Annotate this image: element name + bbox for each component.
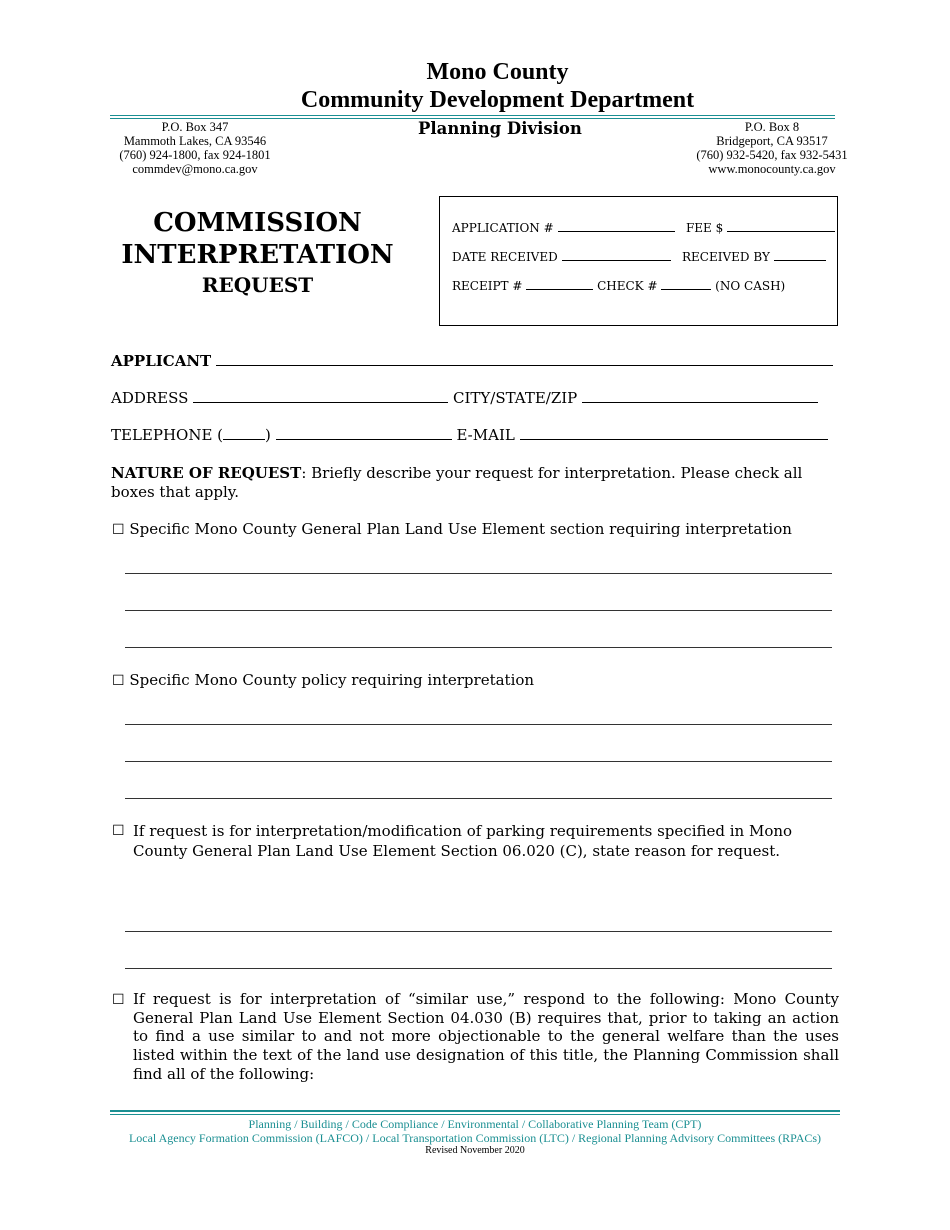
left-address-line: Mammoth Lakes, CA 93546 xyxy=(123,134,267,148)
revision-date: Revised November 2020 xyxy=(425,1145,525,1156)
address-row xyxy=(111,389,818,407)
no-cash-note: (NO CASH) xyxy=(715,279,786,293)
fee-label: FEE $ xyxy=(685,221,724,235)
option-general-plan xyxy=(112,520,842,540)
parking-checkbox[interactable]: ☐ xyxy=(112,823,125,839)
application-number-label: APPLICATION # xyxy=(452,221,554,235)
date-received-field[interactable] xyxy=(562,248,671,261)
footer-rule-top xyxy=(110,1110,840,1112)
form-title-request: REQUEST xyxy=(201,273,314,297)
parking-label: If request is for interpretation/modification of parking requirements specified in Mono County General Plan Land Use Element Section 06.020 (C), state reason for request. xyxy=(133,822,793,860)
general-plan-answer-line[interactable] xyxy=(125,647,832,648)
footer-commissions-line: Local Agency Formation Commission (LAFCO) / Local Transportation Commission (LTC) / Regional Planning Advisory Committees (RPACs) xyxy=(128,1131,822,1145)
area-code-field[interactable] xyxy=(223,427,265,440)
parking-answer-line[interactable] xyxy=(125,968,832,969)
general-plan-answer-line[interactable] xyxy=(125,573,832,574)
fee-field[interactable] xyxy=(727,219,835,232)
policy-answer-line[interactable] xyxy=(125,761,832,762)
nature-of-request xyxy=(111,464,841,502)
policy-answer-line[interactable] xyxy=(125,798,832,799)
telephone-label: TELEPHONE ( xyxy=(111,426,224,444)
right-address-line: (760) 932-5420, fax 932-5431 xyxy=(696,148,848,162)
policy-answer-line[interactable] xyxy=(125,724,832,725)
office-row-1 xyxy=(452,219,835,235)
nature-label: NATURE OF REQUEST xyxy=(111,464,302,482)
form-title-commission: COMMISSION xyxy=(153,208,362,238)
similar-use-label: If request is for interpretation of “similar use,” respond to the following: Mono County General Plan Land Use Element Section 04.030 (B) requires that, prior to taking an action to find a use similar to and not more objectionable to the general welfare than the uses listed within the text of the land use designation of this title, the Planning Commission shall find all of the following: xyxy=(133,990,839,1083)
right-office-address xyxy=(672,120,872,176)
address-field[interactable] xyxy=(193,390,448,403)
receipt-number-label: RECEIPT # xyxy=(452,279,523,293)
application-number-field[interactable] xyxy=(558,219,675,232)
telephone-close-paren: ) xyxy=(265,426,271,444)
planning-division: Planning Division xyxy=(418,119,582,138)
left-address-line: commdev@mono.ca.gov xyxy=(132,162,258,176)
left-office-address xyxy=(95,120,295,176)
general-plan-checkbox[interactable]: ☐ xyxy=(112,522,125,538)
option-policy xyxy=(112,671,842,691)
applicant-row xyxy=(111,352,833,370)
left-address-line: P.O. Box 347 xyxy=(161,120,229,134)
header-rule-top xyxy=(110,115,835,116)
office-row-3 xyxy=(452,277,785,293)
city-state-zip-label: CITY/STATE/ZIP xyxy=(452,389,578,407)
address-label: ADDRESS xyxy=(111,389,189,407)
telephone-field[interactable] xyxy=(276,427,452,440)
check-number-field[interactable] xyxy=(661,277,711,290)
city-state-zip-field[interactable] xyxy=(582,390,818,403)
receipt-number-field[interactable] xyxy=(526,277,593,290)
footer-services-line: Planning / Building / Code Compliance / Environmental / Collaborative Planning Team (CPT) xyxy=(248,1117,702,1131)
applicant-field[interactable] xyxy=(216,353,833,366)
parking-answer-line[interactable] xyxy=(125,931,832,932)
check-number-label: CHECK # xyxy=(597,279,658,293)
applicant-label: APPLICANT xyxy=(111,352,212,370)
email-field[interactable] xyxy=(520,427,828,440)
right-address-line: Bridgeport, CA 93517 xyxy=(716,134,828,148)
received-by-field[interactable] xyxy=(774,248,826,261)
telephone-row xyxy=(111,426,828,444)
received-by-label: RECEIVED BY xyxy=(682,250,770,264)
form-title-interpretation: INTERPRETATION xyxy=(121,240,394,270)
nature-instructions: : Briefly describe your request for interpretation. Please check all boxes that apply. xyxy=(111,464,803,501)
policy-label: Specific Mono County policy requiring interpretation xyxy=(129,671,535,689)
similar-use-checkbox[interactable]: ☐ xyxy=(112,992,125,1008)
general-plan-answer-line[interactable] xyxy=(125,610,832,611)
email-label: E-MAIL xyxy=(456,426,515,444)
footer-rule-bottom xyxy=(110,1114,840,1115)
right-address-line: www.monocounty.ca.gov xyxy=(708,162,836,176)
office-use-box xyxy=(439,196,838,326)
date-received-label: DATE RECEIVED xyxy=(452,250,558,264)
left-address-line: (760) 924-1800, fax 924-1801 xyxy=(119,148,271,162)
general-plan-label: Specific Mono County General Plan Land Use Element section requiring interpretation xyxy=(129,520,792,538)
department-title: Community Development Department xyxy=(300,87,695,113)
county-title: Mono County xyxy=(426,59,569,85)
office-row-2 xyxy=(452,248,826,264)
policy-checkbox[interactable]: ☐ xyxy=(112,673,125,689)
right-address-line: P.O. Box 8 xyxy=(744,120,800,134)
